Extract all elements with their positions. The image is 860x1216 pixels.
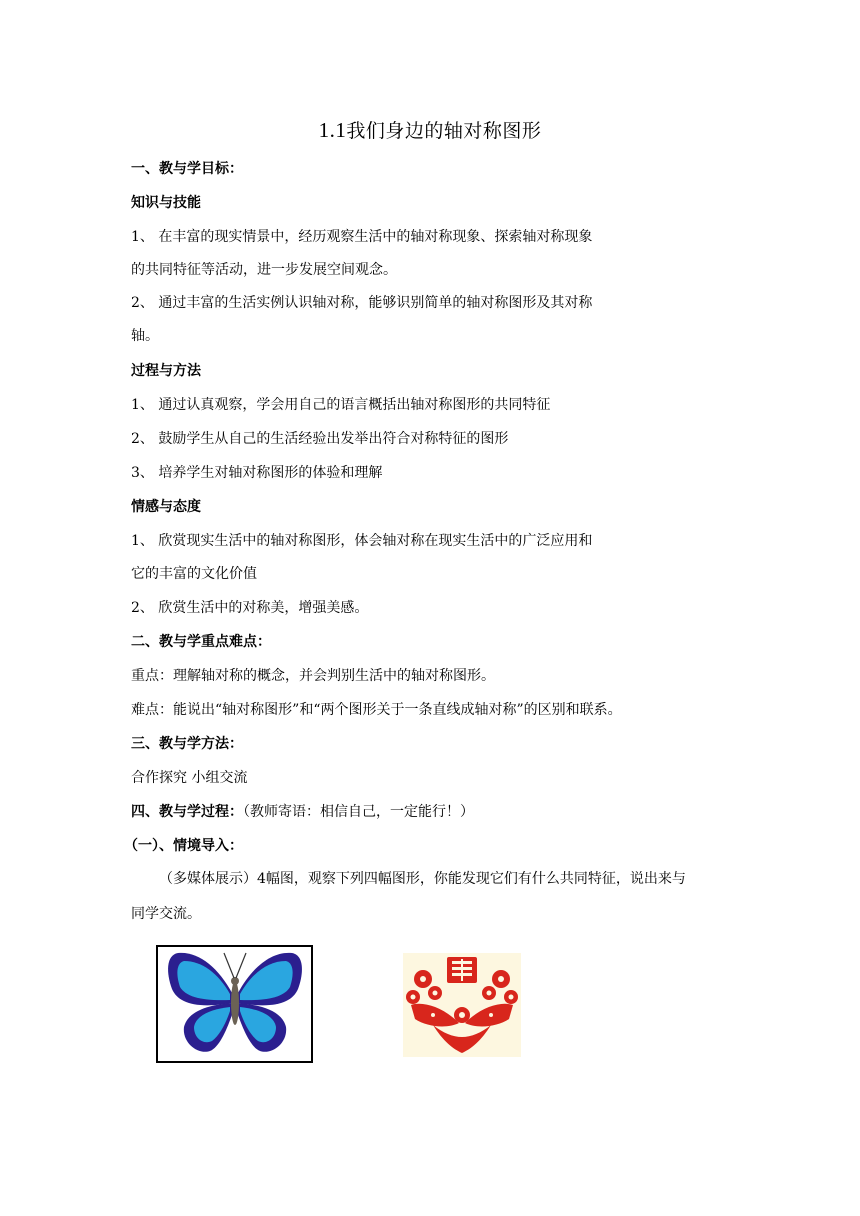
knowledge-item2-line1: 2、 通过丰富的生活实例认识轴对称，能够识别简单的轴对称图形及其对称 — [131, 295, 593, 311]
section4-note: （教师寄语：相信自己，一定能行！） — [243, 804, 474, 820]
section3-content: 合作探究 小组交流 — [131, 770, 248, 786]
section4-heading-line — [131, 801, 474, 821]
section4-heading: 四、教与学过程： — [131, 804, 243, 820]
knowledge-item2-line2: 轴。 — [131, 328, 159, 344]
section3-heading: 三、教与学方法： — [131, 736, 243, 752]
sub1-heading: （一）、情境导入： — [124, 838, 243, 854]
emotion-item2: 2、 欣赏生活中的对称美，增强美感。 — [131, 600, 369, 616]
title-number: 1.1 — [318, 118, 347, 142]
emotion-item1-line1: 1、 欣赏现实生活中的轴对称图形，体会轴对称在现实生活中的广泛应用和 — [131, 533, 593, 549]
section2-heading: 二、教与学重点难点： — [131, 634, 271, 650]
knowledge-item1-line1: 1、 在丰富的现实情景中，经历观察生活中的轴对称现象、探索轴对称现象 — [131, 229, 593, 245]
emotion-item1-line2: 它的丰富的文化价值 — [131, 566, 257, 582]
page-title — [0, 116, 860, 143]
papercut-drawing — [403, 953, 521, 1057]
sub1-para-line2: 同学交流。 — [131, 906, 201, 922]
butterfly-image — [156, 945, 313, 1063]
key-point: 重点：理解轴对称的概念，并会判别生活中的轴对称图形。 — [131, 668, 495, 684]
sub1-para-line1: （多媒体展示）4幅图，观察下列四幅图形，你能发现它们有什么共同特征，说出来与 — [159, 871, 686, 887]
section1-heading: 一、教与学目标： — [131, 161, 243, 177]
butterfly-drawing — [158, 947, 311, 1061]
knowledge-heading: 知识与技能 — [131, 195, 201, 211]
process-item2: 2、 鼓励学生从自己的生活经验出发举出符合对称特征的图形 — [131, 431, 509, 447]
knowledge-item1-line2: 的共同特征等活动，进一步发展空间观念。 — [131, 262, 397, 278]
emotion-heading: 情感与态度 — [131, 499, 201, 515]
process-item3: 3、 培养学生对轴对称图形的体验和理解 — [131, 465, 383, 481]
title-text: 我们身边的轴对称图形 — [346, 120, 542, 142]
process-item1: 1、 通过认真观察，学会用自己的语言概括出轴对称图形的共同特征 — [131, 397, 551, 413]
double-happiness-papercut-image — [403, 953, 521, 1057]
process-heading: 过程与方法 — [131, 363, 201, 379]
difficulty-point: 难点：能说出“轴对称图形”和“两个图形关于一条直线成轴对称”的区别和联系。 — [131, 702, 622, 718]
